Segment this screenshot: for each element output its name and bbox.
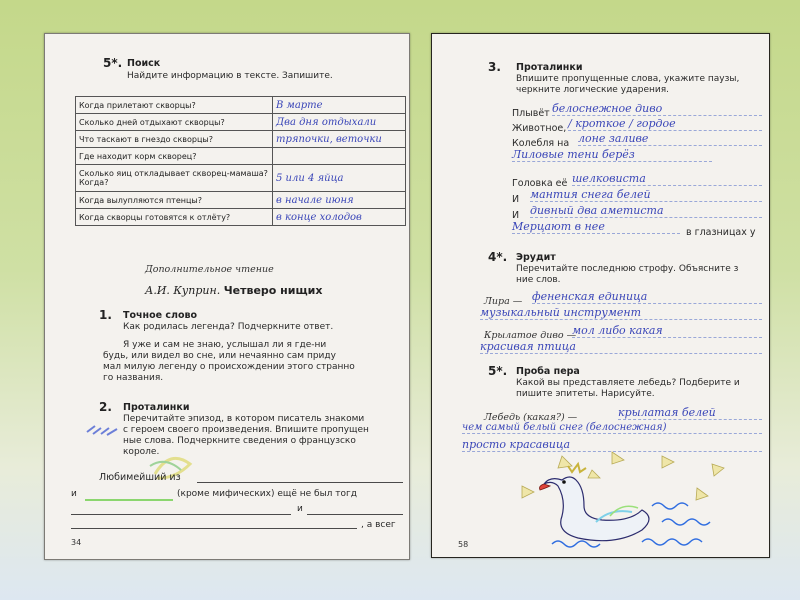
- task5-instruction: Найдите информацию в тексте. Запишите.: [127, 71, 333, 81]
- task1-number: 1.: [99, 308, 112, 322]
- task4-title: Эрудит: [516, 252, 556, 263]
- poem-answer[interactable]: мантия снега белей: [530, 188, 762, 202]
- question-cell: Когда скворцы готовятся к отлёту?: [76, 209, 273, 226]
- fill-line-3-blank[interactable]: [71, 514, 291, 515]
- question-cell: Когда вылупляются птенцы?: [76, 192, 273, 209]
- task2-text-line: Перечитайте эпизод, в котором писатель знакоми: [123, 414, 365, 424]
- question-cell: Сколько яиц откладывает скворец-мамаша? Когда?: [76, 165, 273, 192]
- task4-instruction-line: Перечитайте последнюю строфу. Объясните з: [516, 264, 739, 274]
- qa-table: [75, 96, 406, 226]
- task3-title: Проталинки: [516, 62, 583, 73]
- fill-line-2-prefix: и: [71, 489, 77, 499]
- right-page: [431, 33, 770, 558]
- answer-cell: В марте: [273, 97, 406, 114]
- lira-answer[interactable]: музыкальный инструмент: [480, 306, 762, 320]
- table-row: [76, 209, 406, 226]
- answer-cell: в начале июня: [273, 192, 406, 209]
- task3-instruction-line: Впишите пропущенные слова, укажите паузы,: [516, 74, 740, 84]
- answer-cell: [273, 148, 406, 165]
- poem-answer[interactable]: Лиловые тени берёз: [512, 148, 712, 162]
- task1-text-line: го названия.: [103, 373, 164, 383]
- answer-cell: Два дня отдыхали: [273, 114, 406, 131]
- task5-instruction-line: Какой вы представляете лебедь? Подберите и: [516, 378, 740, 388]
- poem-suffix: в глазницах у: [686, 227, 756, 238]
- fill-line-4-blank[interactable]: [71, 528, 357, 529]
- lira-answer[interactable]: фененская единица: [532, 290, 762, 304]
- answer-cell: 5 или 4 яйца: [273, 165, 406, 192]
- question-cell: Где находит корм скворец?: [76, 148, 273, 165]
- task5-number: 5*.: [103, 56, 123, 70]
- poem-answer[interactable]: белоснежное диво: [552, 102, 762, 116]
- task5-instruction-line: пишите эпитеты. Нарисуйте.: [516, 389, 655, 399]
- poem-answer[interactable]: шелковиста: [572, 172, 762, 186]
- fill-line-1-blank[interactable]: [197, 482, 403, 483]
- story-author: А.И. Куприн.: [145, 284, 221, 297]
- left-page-number: 34: [71, 538, 82, 547]
- table-row: [76, 97, 406, 114]
- divo-answer[interactable]: красивая птица: [480, 340, 762, 354]
- answer-cell: в конце холодов: [273, 209, 406, 226]
- story-heading: [145, 284, 322, 297]
- question-cell: Сколько дней отдыхают скворцы?: [76, 114, 273, 131]
- poem-label: Колебля на: [512, 138, 570, 149]
- divo-answer[interactable]: мол либо какая: [572, 324, 762, 338]
- table-row: [76, 192, 406, 209]
- poem-label: И: [512, 194, 520, 205]
- task1-text-line: будь, или видел во сне, или нечаянно сам приду: [103, 351, 336, 361]
- crayon-scribble-icon: [85, 420, 125, 442]
- poem-answer[interactable]: Мерцают в нее: [512, 220, 680, 234]
- table-row: [76, 165, 406, 192]
- task1-instruction: Как родилась легенда? Подчеркните ответ.: [123, 322, 334, 332]
- answer-cell: тряпочки, веточки: [273, 131, 406, 148]
- poem-label: И: [512, 210, 520, 221]
- fill-line-3b-blank[interactable]: [307, 514, 403, 515]
- poem-label: Плывёт: [512, 108, 550, 119]
- task5-number: 5*.: [488, 364, 508, 378]
- task2-number: 2.: [99, 400, 112, 414]
- task1-title: Точное слово: [123, 310, 198, 321]
- star-icon: [522, 452, 724, 500]
- task4-instruction-line: ние слов.: [516, 275, 561, 285]
- lebed-answer[interactable]: крылатая белей: [618, 406, 762, 420]
- question-cell: Что таскают в гнездо скворцы?: [76, 131, 273, 148]
- fill-line-2-blank[interactable]: [85, 499, 173, 501]
- task1-text-line: мал милую легенду о происхождении этого странно: [103, 362, 355, 372]
- question-cell: Когда прилетают скворцы?: [76, 97, 273, 114]
- table-row: [76, 131, 406, 148]
- poem-answer[interactable]: / кроткое / гордое: [568, 117, 762, 131]
- task3-number: 3.: [488, 60, 501, 74]
- poem-label: Головка её: [512, 178, 568, 189]
- table-row: [76, 114, 406, 131]
- fill-line-2-text: (кроме мифических) ещё не был тогд: [177, 489, 357, 499]
- table-row: [76, 148, 406, 165]
- divo-label: Крылатое диво —: [484, 330, 577, 341]
- lira-label: Лира —: [484, 296, 523, 307]
- lebed-answer[interactable]: просто красавица: [462, 438, 762, 452]
- lebed-answer[interactable]: чем самый белый снег (белоснежная): [462, 422, 762, 434]
- lebed-label: Лебедь (какая?) —: [484, 412, 578, 423]
- right-page-number: 58: [458, 540, 469, 549]
- task1-text-line: Я уже и сам не знаю, услышал ли я где-ни: [123, 340, 327, 350]
- task2-text-line: ные слова. Подчеркните сведения о французско: [123, 436, 356, 446]
- task2-text-line: с героем своего произведения. Впишите пропущен: [123, 425, 369, 435]
- task4-number: 4*.: [488, 250, 508, 264]
- task5-title: Проба пера: [516, 366, 580, 377]
- task3-instruction-line: черкните логические ударения.: [516, 85, 670, 95]
- fill-line-1-label: Любимейший из: [99, 472, 181, 483]
- task5-title: Поиск: [127, 58, 161, 69]
- left-page: [44, 33, 410, 560]
- story-title: Четверо нищих: [223, 284, 323, 297]
- task2-text-line: короле.: [123, 447, 160, 457]
- poem-label: Животное,: [512, 123, 567, 134]
- swan-drawing: [492, 446, 762, 556]
- fill-line-3-suffix: и: [297, 504, 303, 514]
- extra-reading-heading: Дополнительное чтение: [145, 264, 274, 275]
- poem-answer[interactable]: лоне заливе: [578, 132, 762, 146]
- poem-answer[interactable]: дивный два аметиста: [530, 204, 762, 218]
- fill-line-4-suffix: , а всег: [361, 520, 396, 530]
- task2-title: Проталинки: [123, 402, 190, 413]
